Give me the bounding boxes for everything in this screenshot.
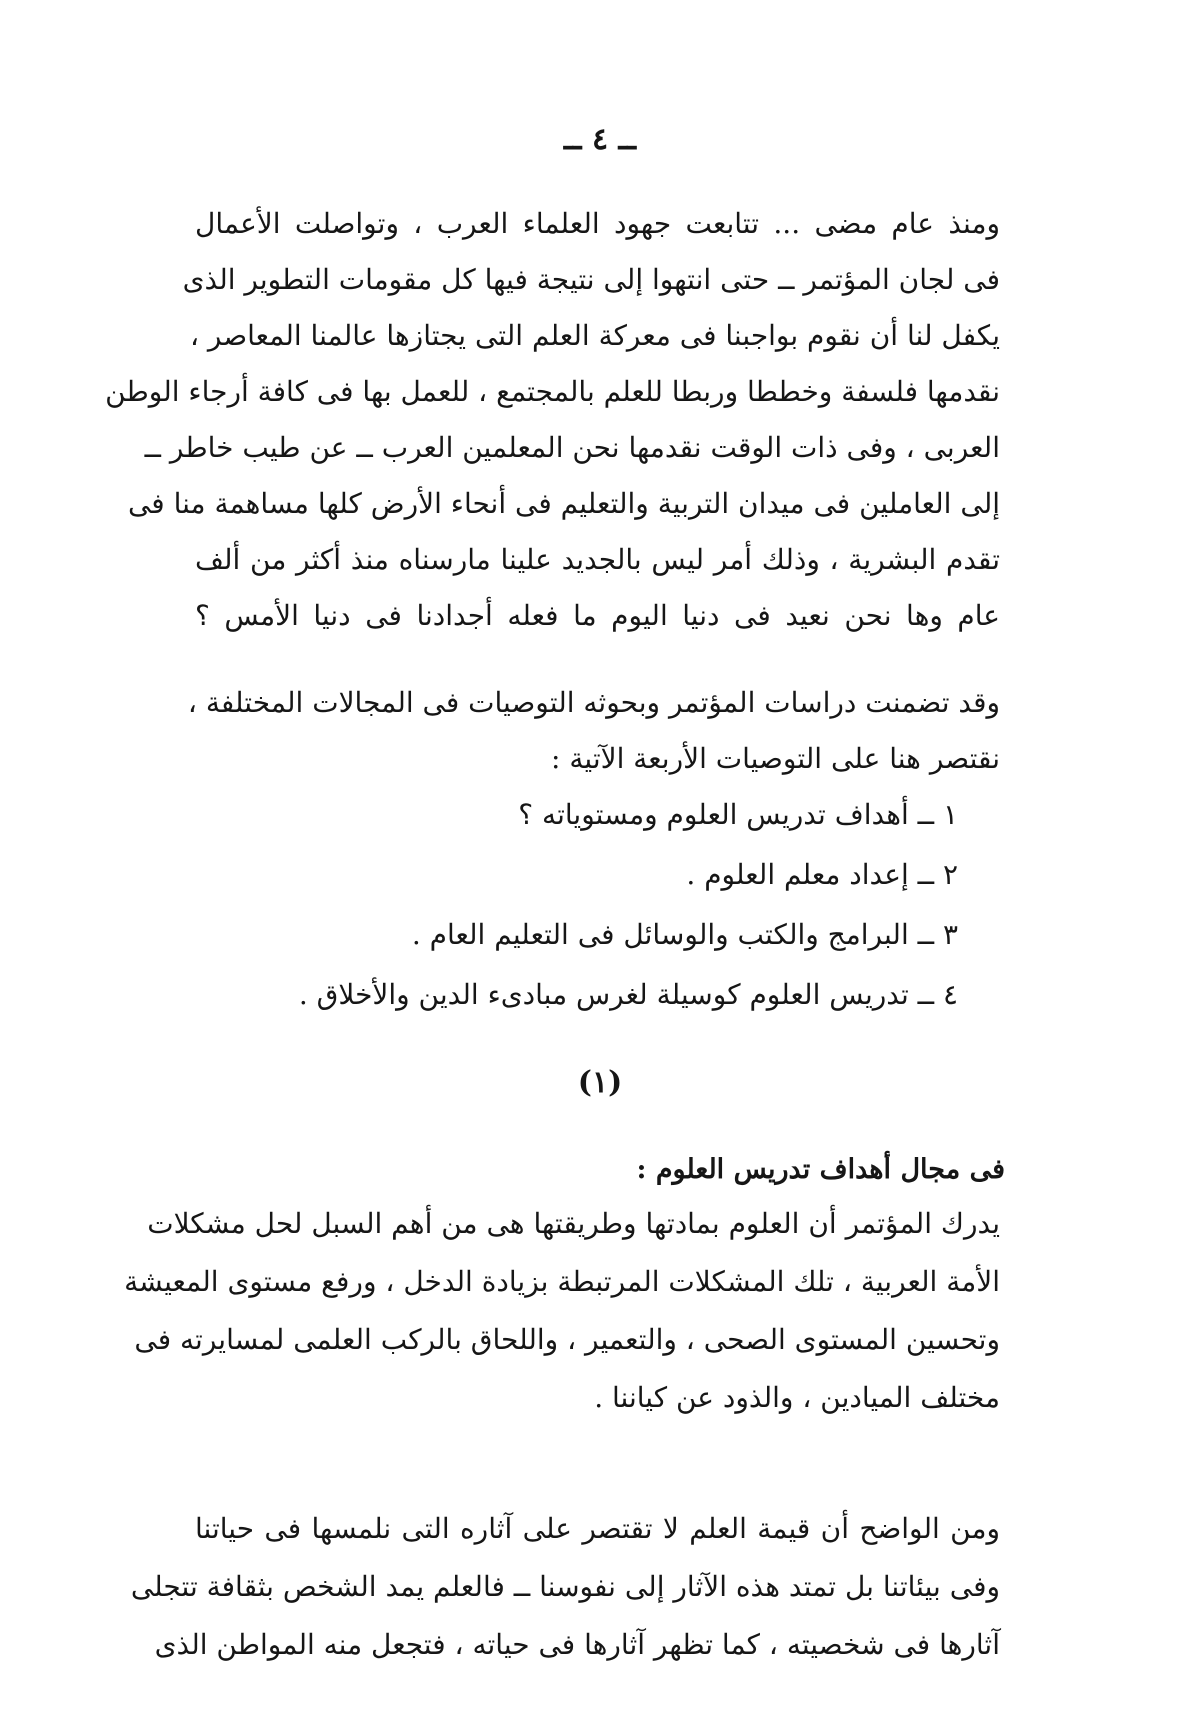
list-item: ٢ ــ إعداد معلم العلوم . xyxy=(686,858,958,891)
paragraph-line: تقدم البشرية ، وذلك أمر ليس بالجديد علينا مارسناه منذ أكثر من ألف xyxy=(195,543,1000,576)
paragraph-line: آثارها فى شخصيته ، كما تظهر آثارها فى حياته ، فتجعل منه المواطن الذى xyxy=(154,1628,1000,1661)
paragraph-line: عام وها نحن نعيد فى دنيا اليوم ما فعله أجدادنا فى دنيا الأمس ؟ xyxy=(195,599,1000,632)
section-heading: فى مجال أهداف تدريس العلوم : xyxy=(636,1154,1005,1185)
paragraph-line: نقدمها فلسفة وخططا وربطا للعلم بالمجتمع ، للعمل بها فى كافة أرجاء الوطن xyxy=(105,375,1000,408)
paragraph-line: ومنذ عام مضى ... تتابعت جهود العلماء العرب ، وتواصلت الأعمال xyxy=(195,207,1000,240)
paragraph-line: وقد تضمنت دراسات المؤتمر وبحوثه التوصيات فى المجالات المختلفة ، xyxy=(187,686,1000,719)
list-item: ١ ــ أهداف تدريس العلوم ومستوياته ؟ xyxy=(518,798,958,831)
list-item: ٣ ــ البرامج والكتب والوسائل فى التعليم العام . xyxy=(411,918,958,951)
intro-paragraph xyxy=(105,196,1000,644)
paragraph-line: فى لجان المؤتمر ــ حتى انتهوا إلى نتيجة فيها كل مقومات التطوير الذى xyxy=(182,263,1000,296)
paragraph-line: وفى بيئاتنا بل تمتد هذه الآثار إلى نفوسنا ــ فالعلم يمد الشخص بثقافة تتجلى xyxy=(130,1570,1000,1603)
paragraph-line: نقتصر هنا على التوصيات الأربعة الآتية : xyxy=(551,742,1000,775)
paragraph-line: الأمة العربية ، تلك المشكلات المرتبطة بزيادة الدخل ، ورفع مستوى المعيشة xyxy=(124,1265,1000,1298)
list-item: ٤ ــ تدريس العلوم كوسيلة لغرس مبادىء الدين والأخلاق . xyxy=(298,978,958,1011)
paragraph-line: مختلف الميادين ، والذود عن كياننا . xyxy=(594,1381,1000,1414)
recommendations-list xyxy=(195,785,958,1025)
paragraph-line: يدرك المؤتمر أن العلوم بمادتها وطريقتها هى من أهم السبل لحل مشكلات xyxy=(147,1207,1000,1240)
paragraph-line: إلى العاملين فى ميدان التربية والتعليم فى أنحاء الأرض كلها مساهمة منا فى xyxy=(127,487,1000,520)
goals-paragraph xyxy=(124,1195,1000,1427)
paragraph-line: العربى ، وفى ذات الوقت نقدمها نحن المعلمين العرب ــ عن طيب خاطر ــ xyxy=(144,431,1000,464)
paragraph-line: وتحسين المستوى الصحى ، والتعمير ، واللحاق بالركب العلمى لمسايرته فى xyxy=(134,1323,1000,1356)
page-number: ــ ٤ ــ xyxy=(563,122,637,157)
paragraph-line: يكفل لنا أن نقوم بواجبنا فى معركة العلم التى يجتازها عالمنا المعاصر ، xyxy=(189,319,1000,352)
science-value-paragraph xyxy=(130,1500,1000,1674)
paragraph-line: ومن الواضح أن قيمة العلم لا تقتصر على آثاره التى نلمسها فى حياتنا xyxy=(195,1512,1000,1545)
section-number: (١) xyxy=(577,1065,623,1100)
recommendations-intro-paragraph xyxy=(187,675,1000,787)
